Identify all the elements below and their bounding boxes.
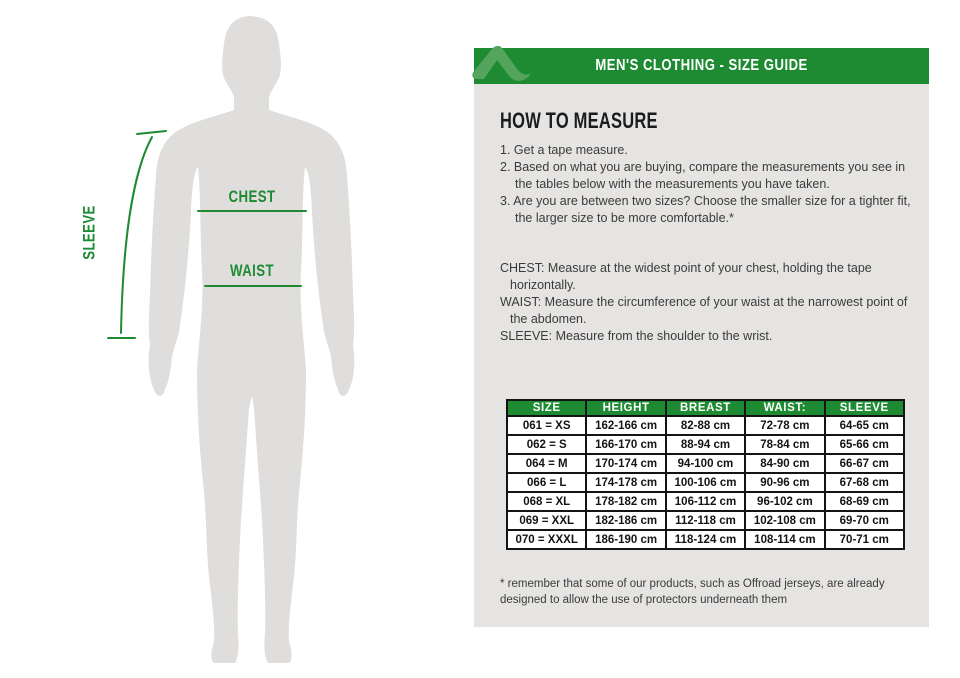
table-cell: 67-68 cm <box>825 473 904 492</box>
acerbis-logo-icon <box>472 43 532 87</box>
size-table-header-cell: HEIGHT <box>586 400 665 416</box>
measurement-definition: WAIST: Measure the circumference of your waist at the narrowest point of the abdomen. <box>500 295 908 326</box>
size-table-header-cell: BREAST <box>666 400 745 416</box>
table-cell: 66-67 cm <box>825 454 904 473</box>
table-row <box>507 492 904 511</box>
table-cell: 061 = XS <box>507 416 586 435</box>
table-cell: 69-70 cm <box>825 511 904 530</box>
size-table-header-cell: SLEEVE <box>825 400 904 416</box>
table-cell: 178-182 cm <box>586 492 665 511</box>
how-to-measure-heading: HOW TO MEASURE <box>500 108 658 133</box>
footnote: * remember that some of our products, such as Offroad jerseys, are already designed to allow the use of protectors underneath them <box>500 578 885 606</box>
table-cell: 108-114 cm <box>745 530 824 549</box>
table-cell: 166-170 cm <box>586 435 665 454</box>
table-row <box>507 530 904 549</box>
panel-header-bar <box>474 48 929 84</box>
measure-step: 2. Based on what you are buying, compare the measurements you see in the tables below with the measurements you have taken. <box>500 160 906 191</box>
table-cell: 78-84 cm <box>745 435 824 454</box>
table-cell: 65-66 cm <box>825 435 904 454</box>
panel-title: MEN'S CLOTHING - SIZE GUIDE <box>595 57 808 74</box>
measurement-definition: SLEEVE: Measure from the shoulder to the wrist. <box>500 329 773 343</box>
measurement-definition: CHEST: Measure at the widest point of your chest, holding the tape horizontally. <box>500 261 872 292</box>
size-table <box>506 399 905 550</box>
waist-label: WAIST <box>230 261 274 280</box>
table-cell: 162-166 cm <box>586 416 665 435</box>
male-body-silhouette <box>149 16 355 663</box>
table-cell: 102-108 cm <box>745 511 824 530</box>
table-cell: 90-96 cm <box>745 473 824 492</box>
table-row <box>507 416 904 435</box>
table-cell: 070 = XXXL <box>507 530 586 549</box>
size-table-body <box>507 416 904 549</box>
table-cell: 118-124 cm <box>666 530 745 549</box>
table-cell: 70-71 cm <box>825 530 904 549</box>
table-row <box>507 454 904 473</box>
measure-steps <box>500 142 916 227</box>
panel-body <box>474 84 929 627</box>
table-cell: 182-186 cm <box>586 511 665 530</box>
table-cell: 106-112 cm <box>666 492 745 511</box>
table-cell: 94-100 cm <box>666 454 745 473</box>
table-row <box>507 435 904 454</box>
table-cell: 96-102 cm <box>745 492 824 511</box>
table-cell: 68-69 cm <box>825 492 904 511</box>
table-cell: 068 = XL <box>507 492 586 511</box>
table-cell: 170-174 cm <box>586 454 665 473</box>
table-cell: 112-118 cm <box>666 511 745 530</box>
size-table-header-cell: SIZE <box>507 400 586 416</box>
table-cell: 72-78 cm <box>745 416 824 435</box>
table-row <box>507 511 904 530</box>
table-cell: 84-90 cm <box>745 454 824 473</box>
sleeve-top-tick <box>137 131 166 134</box>
table-cell: 82-88 cm <box>666 416 745 435</box>
table-cell: 100-106 cm <box>666 473 745 492</box>
sleeve-measure-curve <box>121 137 152 333</box>
table-cell: 064 = M <box>507 454 586 473</box>
table-cell: 186-190 cm <box>586 530 665 549</box>
chest-label: CHEST <box>228 187 276 206</box>
table-cell: 066 = L <box>507 473 586 492</box>
sleeve-label: SLEEVE <box>80 205 99 260</box>
table-cell: 88-94 cm <box>666 435 745 454</box>
table-cell: 174-178 cm <box>586 473 665 492</box>
size-table-header-cell: WAIST: <box>745 400 824 416</box>
measure-step: 1. Get a tape measure. <box>500 143 628 157</box>
measure-definitions <box>500 260 916 345</box>
table-cell: 062 = S <box>507 435 586 454</box>
measure-step: 3. Are you are between two sizes? Choose the smaller size for a tighter fit, the larger size to be more comfortable.* <box>500 194 911 225</box>
table-cell: 64-65 cm <box>825 416 904 435</box>
table-cell: 069 = XXL <box>507 511 586 530</box>
size-table-header-row <box>507 400 904 416</box>
table-row <box>507 473 904 492</box>
size-guide-panel <box>474 48 929 627</box>
